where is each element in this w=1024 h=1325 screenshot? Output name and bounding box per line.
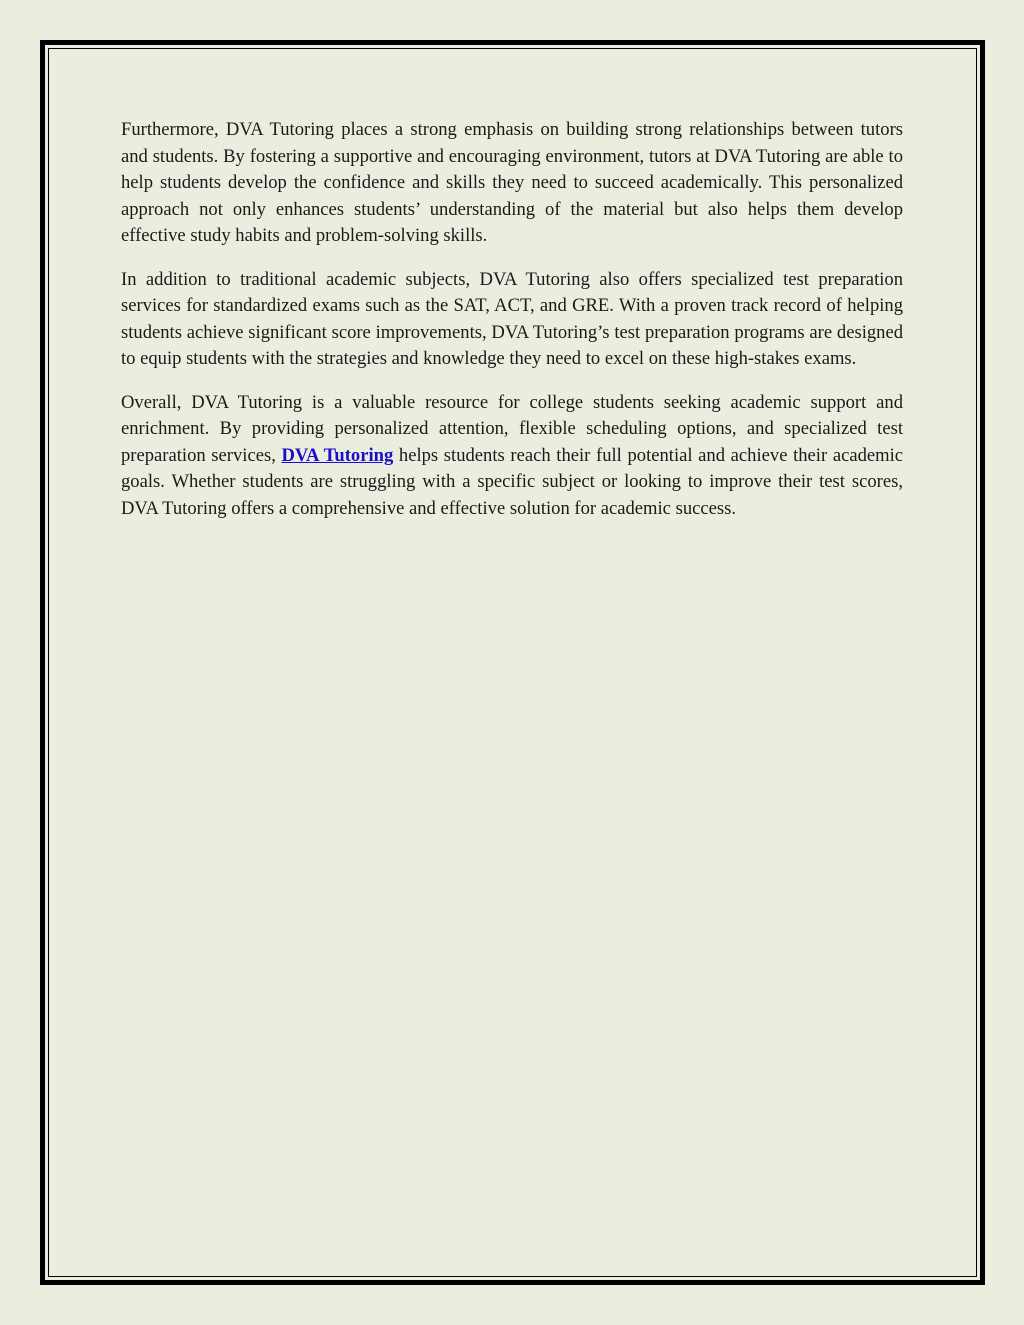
document-body [121, 117, 903, 539]
paragraph-test-preparation: In addition to traditional academic subjects, DVA Tutoring also offers specialized test preparation services for standardized exams such as the SAT, ACT, and GRE. With a proven track record of helping students achieve significant score improvements, DVA Tutoring’s test preparation programs are designed to equip students with the strategies and knowledge they need to excel on these high-stakes exams. [121, 268, 903, 369]
paragraph-overall-text-after: helps students reach their full potential and achieve their academic goals. Whether students are struggling with a specific subject or looking to improve their test scores, DVA Tutoring offers a comprehensive and effective solution for academic success. [121, 444, 904, 519]
paragraph-relationships: Furthermore, DVA Tutoring places a strong emphasis on building strong relationships between tutors and students. By fostering a supportive and encouraging environment, tutors at DVA Tutoring are able to help students develop the confidence and skills they need to succeed academically. This personalized approach not only enhances students’ understanding of the material but also helps them develop effective study habits and problem-solving skills. [121, 119, 903, 246]
dva-tutoring-link[interactable]: DVA Tutoring [281, 444, 394, 466]
paragraph-overall [121, 390, 903, 523]
paragraph-overall-text-before: Overall, DVA Tutoring is a valuable resource for college students seeking academic support and enrichment. By providing personalized attention, flexible scheduling options, and specialized test preparation services, [121, 391, 903, 466]
